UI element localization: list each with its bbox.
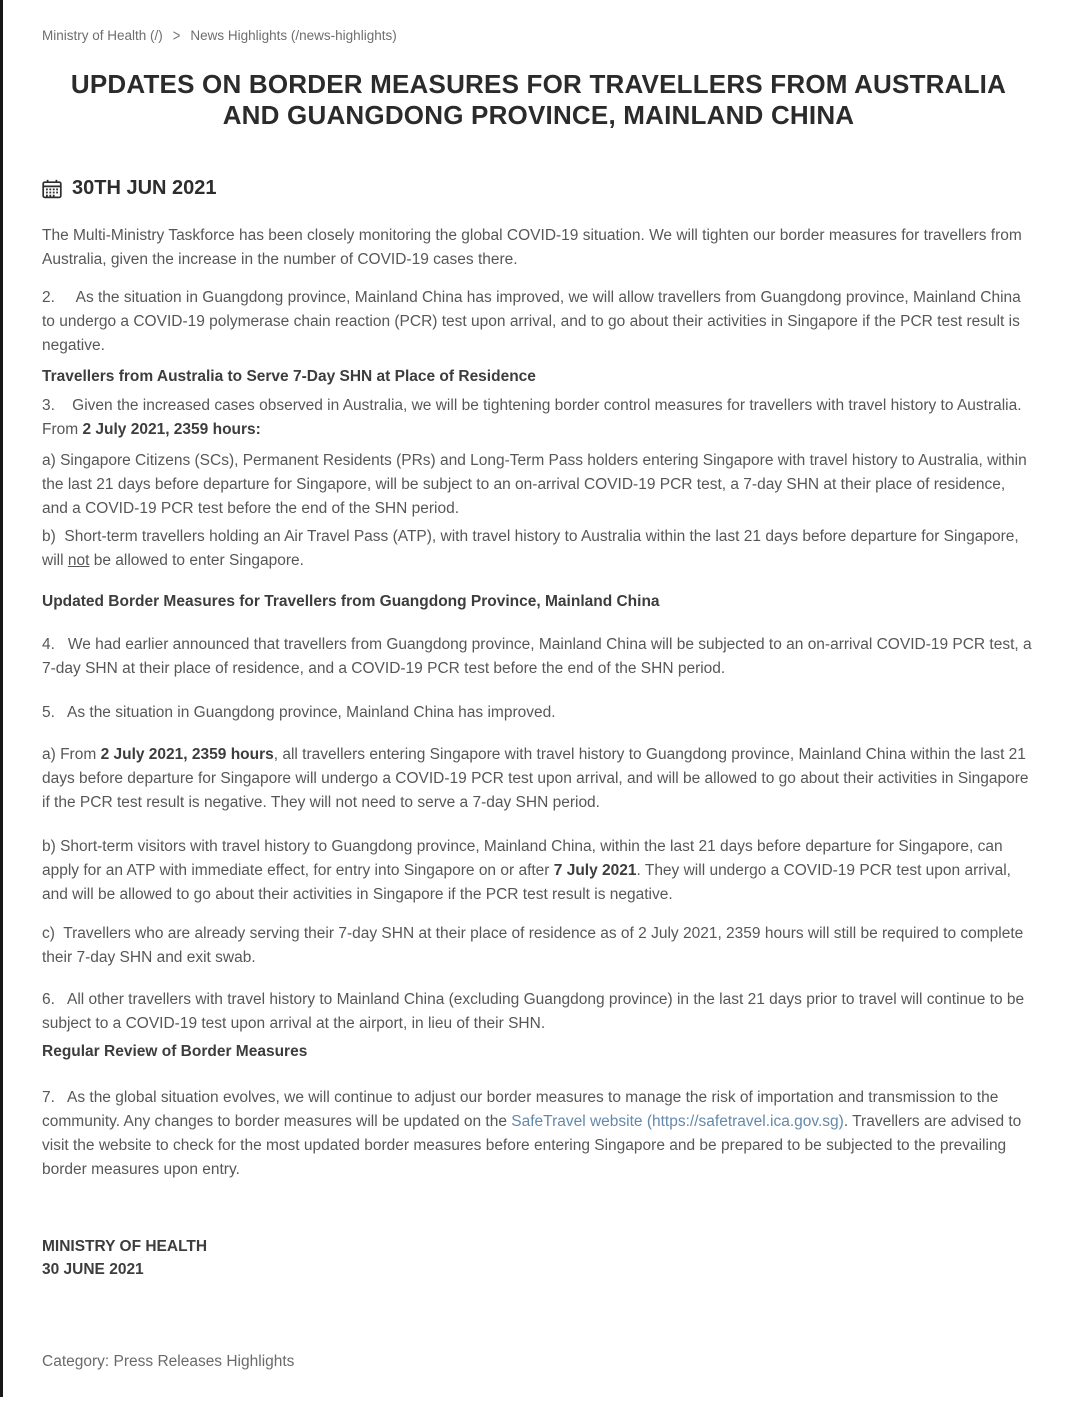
signature-org: MINISTRY OF HEALTH	[42, 1238, 208, 1255]
section-heading-guangdong: Updated Border Measures for Travellers from Guangdong Province, Mainland China	[42, 593, 660, 610]
publish-date-text: 30TH JUN 2021	[72, 177, 217, 199]
paragraph-3a: a) Singapore Citizens (SCs), Permanent Residents (PRs) and Long-Term Pass holders entering Singapore with travel history to Australia, within the last 21 days before departure for Singapore, will be subject to an on-arrival COVID-19 PCR test, a 7-day SHN at their place of residence, and a COVID-19 PCR test before the end of the SHN period.	[42, 452, 1027, 517]
paragraph-4: 4. We had earlier announced that travellers from Guangdong province, Mainland China will be subjected to an on-arrival COVID-19 PCR test, a 7-day SHN at their place of residence, and a COVID-19 PCR test before the end of the SHN period.	[42, 636, 1032, 677]
paragraph-3b: b) Short-term travellers holding an Air Travel Pass (ATP), with travel history to Australia within the last 21 days before departure for Singapore, will not be allowed to enter Singapore.	[42, 528, 1019, 569]
section-heading-review: Regular Review of Border Measures	[42, 1043, 308, 1060]
breadcrumb-chevron-icon: >	[172, 26, 181, 45]
breadcrumb-home-link[interactable]: Ministry of Health (/)	[42, 28, 163, 43]
signature-block	[42, 1235, 1035, 1281]
paragraph-intro: The Multi-Ministry Taskforce has been closely monitoring the global COVID-19 situation. We will tighten our border measures for travellers from Australia, given the increase in the number of COVID-19 cases there.	[42, 227, 1022, 268]
paragraph-6: 6. All other travellers with travel history to Mainland China (excluding Guangdong province) in the last 21 days prior to travel will continue to be subject to a COVID-19 test upon arrival at the airport, in lieu of their SHN.	[42, 991, 1025, 1032]
paragraph-5b: b) Short-term visitors with travel history to Guangdong province, Mainland China, within the last 21 days before departure for Singapore, can apply for an ATP with immediate effect, for entry into Singapore on or after 7 July 2021. They will undergo a COVID-19 PCR test upon arrival, and will be allowed to go about their activities in Singapore if the PCR test result is negative.	[42, 838, 1011, 903]
signature-date: 30 JUNE 2021	[42, 1261, 144, 1278]
breadcrumb-current-link[interactable]: News Highlights (/news-highlights)	[190, 28, 397, 43]
paragraph-5c: c) Travellers who are already serving their 7-day SHN at their place of residence as of 2 July 2021, 2359 hours will still be required to complete their 7-day SHN and exit swab.	[42, 925, 1024, 966]
paragraph-5: 5. As the situation in Guangdong province, Mainland China has improved.	[42, 704, 556, 721]
calendar-icon	[42, 179, 62, 199]
safetravel-link[interactable]: SafeTravel website (https://safetravel.ica.gov.sg)	[511, 1113, 844, 1130]
category-row	[42, 1353, 1035, 1371]
section-heading-australia: Travellers from Australia to Serve 7-Day SHN at Place of Residence	[42, 368, 536, 385]
publish-date-row	[42, 177, 1035, 200]
paragraph-5a: a) From 2 July 2021, 2359 hours, all travellers entering Singapore with travel history to Guangdong province, Mainland China within the last 21 days before departure for Singapore will undergo a COVID-19 PCR test upon arrival, and will be allowed to go about their activities in Singapore if the PCR test result is negative. They will not need to serve a 7-day SHN period.	[42, 746, 1029, 811]
category-value-link[interactable]: Press Releases Highlights	[113, 1353, 295, 1370]
paragraph-7: 7. As the global situation evolves, we will continue to adjust our border measures to manage the risk of importation and transmission to the community. Any changes to border measures will be updated on the SafeTravel website (https://safetravel.ica.gov.sg). Travellers are advised to visit the website to check for the most updated border measures before entering Singapore and be prepared to be subjected to the prevailing border measures upon entry.	[42, 1089, 1022, 1178]
paragraph-2: 2. As the situation in Guangdong province, Mainland China has improved, we will allow travellers from Guangdong province, Mainland China to undergo a COVID-19 polymerase chain reaction (PCR) test upon arrival, and to go about their activities in Singapore if the PCR test result is negative.	[42, 289, 1021, 354]
category-label: Category:	[42, 1353, 110, 1370]
paragraph-3: 3. Given the increased cases observed in Australia, we will be tightening border control measures for travellers with travel history to Australia. From 2 July 2021, 2359 hours:	[42, 397, 1022, 438]
page-title: UPDATES ON BORDER MEASURES FOR TRAVELLERS FROM AUSTRALIA AND GUANGDONG PROVINCE, MAINLAND CHINA	[70, 69, 1007, 130]
breadcrumb	[42, 28, 1035, 43]
